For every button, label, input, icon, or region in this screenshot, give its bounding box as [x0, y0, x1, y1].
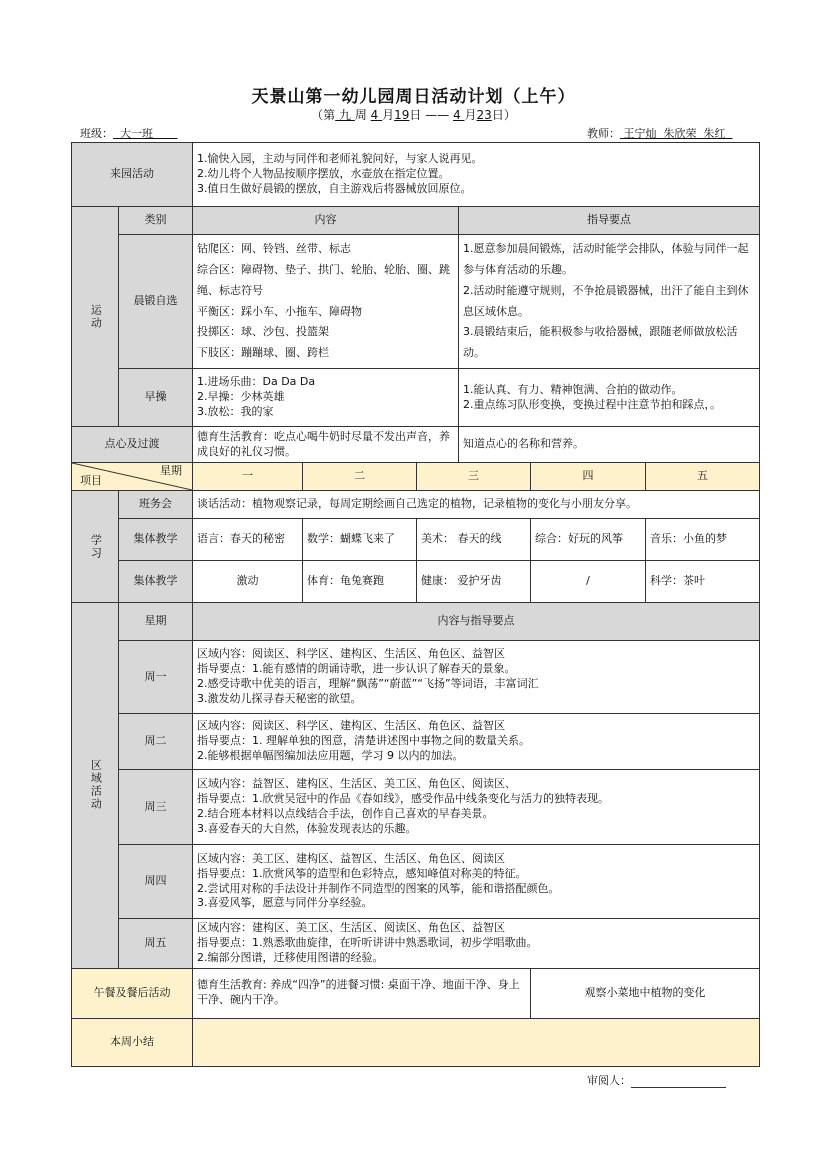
area-day-content [193, 845, 760, 919]
area-line: 2.结合班本材料以点线结合手法，创作自己喜欢的早春美景。 [197, 807, 494, 820]
lesson-cell: 综合：好玩的风筝 [531, 519, 646, 561]
start-day: 19 [394, 108, 410, 122]
snack-guide: 知道点心的名称和营养。 [459, 427, 760, 463]
morning-exercise-content [193, 235, 459, 369]
reviewer-label: 审阅人： [587, 1074, 631, 1087]
area-day-content [193, 641, 760, 714]
morning-guide-line: 2.活动时能遵守规则，不争抢晨锻器械，出汗了能自主到休息区域休息。 [463, 283, 749, 318]
end-month: 4 [453, 108, 465, 122]
area-line: 指导要点：1.欣赏风筝的造型和色彩特点，感知峰值对称美的特征。 [197, 866, 527, 880]
morning-exercise-guide [459, 235, 760, 369]
area-line: 指导要点：1.能有感情的朗诵诗歌，进一步认识了解春天的景象。 [197, 662, 516, 676]
area-line: 2.能够根据单幅图编加法应用题，学习 9 以内的加法。 [197, 748, 464, 762]
week-item-header [72, 463, 193, 491]
subtitle-day1: 日 —— [409, 108, 454, 122]
area-day-label: 周三 [119, 770, 193, 845]
area-line: 指导要点：1. 理解单独的图意，清楚讲述图中事物之间的数量关系。 [197, 734, 530, 748]
weekday-wed: 三 [417, 463, 531, 491]
morning-content-line: 钻爬区：网、铃铛、丝带、标志 [197, 241, 351, 255]
end-day: 23 [476, 108, 492, 122]
area-line: 3.激发幼儿探寻春天秘密的欲望。 [197, 691, 362, 705]
lesson-cell: 科学：茶叶 [646, 561, 760, 603]
weekday-thu: 四 [531, 463, 646, 491]
drill-content [193, 369, 459, 427]
morning-guide-line: 3.晨锻结束后，能积极参与收拾器械，跟随老师做放松活动。 [463, 325, 738, 360]
page-title: 天景山第一幼儿园周日活动计划（上午） [251, 87, 576, 107]
morning-guide-line: 1.愿意参加晨间锻炼，活动时能学会排队，体验与同伴一起参与体育活动的乐趣。 [463, 241, 749, 276]
lesson-cell: 音乐：小鱼的梦 [646, 519, 760, 561]
area-line: 区域内容：阅读区、科学区、建构区、生活区、角色区、益智区 [197, 719, 505, 733]
reviewer-blank[interactable] [631, 1075, 726, 1088]
morning-exercise-label: 晨锻自选 [119, 235, 193, 369]
area-line: 区域内容：建构区、美工区、生活区、阅读区、角色区、益智区 [197, 921, 505, 934]
morning-content-line: 投掷区：球、沙包、投篮架 [197, 325, 329, 339]
weekday-mon: 一 [193, 463, 303, 491]
exercise-guide-header: 指导要点 [459, 207, 760, 235]
teacher-label: 教师： [587, 127, 620, 140]
subtitle-month1: 月 [382, 108, 395, 122]
study-label: 学习 [72, 491, 119, 603]
start-month: 4 [370, 108, 383, 122]
arrival-content [193, 143, 760, 207]
area-day-content [193, 714, 760, 770]
teacher-info [587, 125, 732, 141]
subtitle-month2: 月 [464, 108, 477, 122]
area-day-label: 周一 [119, 641, 193, 714]
reviewer-signature [587, 1072, 726, 1088]
class-label: 班级： [80, 127, 113, 140]
subtitle-close: 日） [491, 108, 516, 122]
class-meeting-label: 班务会 [119, 491, 193, 519]
drill-guide-line: 1.能认真、有力、精神饱满、合拍的做动作。 [463, 382, 683, 396]
activity-plan-table [71, 142, 760, 1067]
drill-guide-line: 2.重点练习队形变换，变换过程中注意节拍和踩点，。 [463, 397, 721, 411]
area-line: 3.喜爱春天的大自然，体验发现表达的乐趣。 [197, 821, 417, 835]
lesson-cell: 健康： 爱护牙齿 [417, 561, 531, 603]
lunch-content: 德育生活教育: 养成“四净”的进餐习惯: 桌面干净、地面干净、身上干净、碗内干净。 [193, 968, 531, 1018]
area-content-header: 内容与指导要点 [193, 603, 760, 641]
morning-content-line: 平衡区：踩小车、小拖车、障碍物 [197, 304, 362, 318]
weekday-header-label: 星期 [160, 464, 182, 477]
area-label: 区域活动 [72, 603, 119, 969]
lesson-cell: 美术： 春天的线 [417, 519, 531, 561]
area-line: 区域内容：益智区、建构区、生活区、美工区、角色区、阅读区、 [197, 777, 516, 791]
area-day-header: 星期 [119, 603, 193, 641]
drill-label: 早操 [119, 369, 193, 427]
weekday-tue: 二 [303, 463, 417, 491]
class-value: 大一班 [113, 127, 178, 140]
snack-content: 德育生活教育：吃点心喝牛奶时尽量不发出声音，养成良好的礼仪习惯。 [193, 427, 459, 463]
area-line: 3.喜爱风筝，愿意与同伴分享经验。 [197, 896, 373, 910]
exercise-type-header: 类别 [119, 207, 193, 235]
lesson-cell: 体育：龟兔赛跑 [303, 561, 417, 603]
summary-label: 本周小结 [72, 1018, 193, 1066]
area-line: 2.编部分图谱，迁移使用图谱的经验。 [197, 950, 384, 964]
group-teaching-label: 集体教学 [119, 561, 193, 603]
drill-content-line: 2.早操：少林英雄 [197, 390, 285, 404]
subtitle-open: （第 [311, 108, 336, 122]
area-line: 2.感受诗歌中优美的语言，理解“飘荡”“蔚蓝”“飞扬”等词语，丰富词汇 [197, 677, 539, 690]
lesson-cell: / [531, 561, 646, 603]
lunch-label: 午餐及餐后活动 [72, 968, 193, 1018]
arrival-line: 2.幼儿将个人物品按顺序摆放，水壶放在指定位置。 [197, 167, 450, 181]
morning-content-line: 综合区：障碍物、垫子、拱门、轮胎、轮胎、圈、跳绳、标志符号 [197, 262, 450, 297]
drill-guide [459, 369, 760, 427]
snack-label: 点心及过渡 [72, 427, 193, 463]
area-line: 指导要点：1.欣赏吴冠中的作品《春如线》，感受作品中线条变化与活力的独特表现。 [197, 792, 609, 806]
teacher-value: 王宁灿 朱欣荣 朱红 [620, 127, 733, 140]
area-line: 2.尝试用对称的手法设计并制作不同造型的图案的风筝，能和谐搭配颜色。 [197, 881, 560, 895]
date-range [0, 106, 827, 123]
lunch-activity: 观察小菜地中植物的变化 [531, 968, 760, 1018]
lesson-cell: 数学：蝴蝶飞来了 [303, 519, 417, 561]
arrival-line: 3.值日生做好晨锻的摆放，自主游戏后将器械放回原位。 [197, 181, 472, 195]
subtitle-week: 周 [354, 108, 367, 122]
summary-content[interactable] [193, 1018, 760, 1066]
lesson-cell: 激动 [193, 561, 303, 603]
area-day-label: 周五 [119, 919, 193, 969]
area-day-label: 周四 [119, 845, 193, 919]
exercise-label: 运动 [72, 207, 119, 427]
arrival-line: 1.愉快入园，主动与同伴和老师礼貌问好，与家人说再见。 [197, 152, 483, 166]
arrival-label: 来园活动 [72, 143, 193, 207]
area-line: 指导要点：1.熟悉歌曲旋律，在听听讲讲中熟悉歌词，初步学唱歌曲。 [197, 935, 538, 949]
area-day-content [193, 919, 760, 969]
group-teaching-label: 集体教学 [119, 519, 193, 561]
class-info [80, 125, 195, 141]
lesson-cell: 语言：春天的秘密 [193, 519, 303, 561]
area-day-label: 周二 [119, 714, 193, 770]
drill-content-line: 1.进场乐曲：Da Da Da [197, 375, 316, 389]
weekday-fri: 五 [646, 463, 760, 491]
week-number: 九 [335, 108, 355, 122]
class-meeting-content: 谈话活动：植物观察记录，每周定期绘画自己选定的植物，记录植物的变化与小朋友分享。 [193, 491, 760, 519]
area-line: 区域内容：美工区、建构区、益智区、生活区、角色区、阅读区 [197, 851, 505, 865]
area-day-content [193, 770, 760, 845]
area-line: 区域内容：阅读区、科学区、建构区、生活区、角色区、益智区 [197, 647, 505, 661]
morning-content-line: 下肢区：蹦蹦球、圈、跨栏 [197, 346, 329, 360]
exercise-content-header: 内容 [193, 207, 459, 235]
drill-content-line: 3.放松：我的家 [197, 404, 274, 418]
item-header-label: 项目 [80, 474, 102, 488]
